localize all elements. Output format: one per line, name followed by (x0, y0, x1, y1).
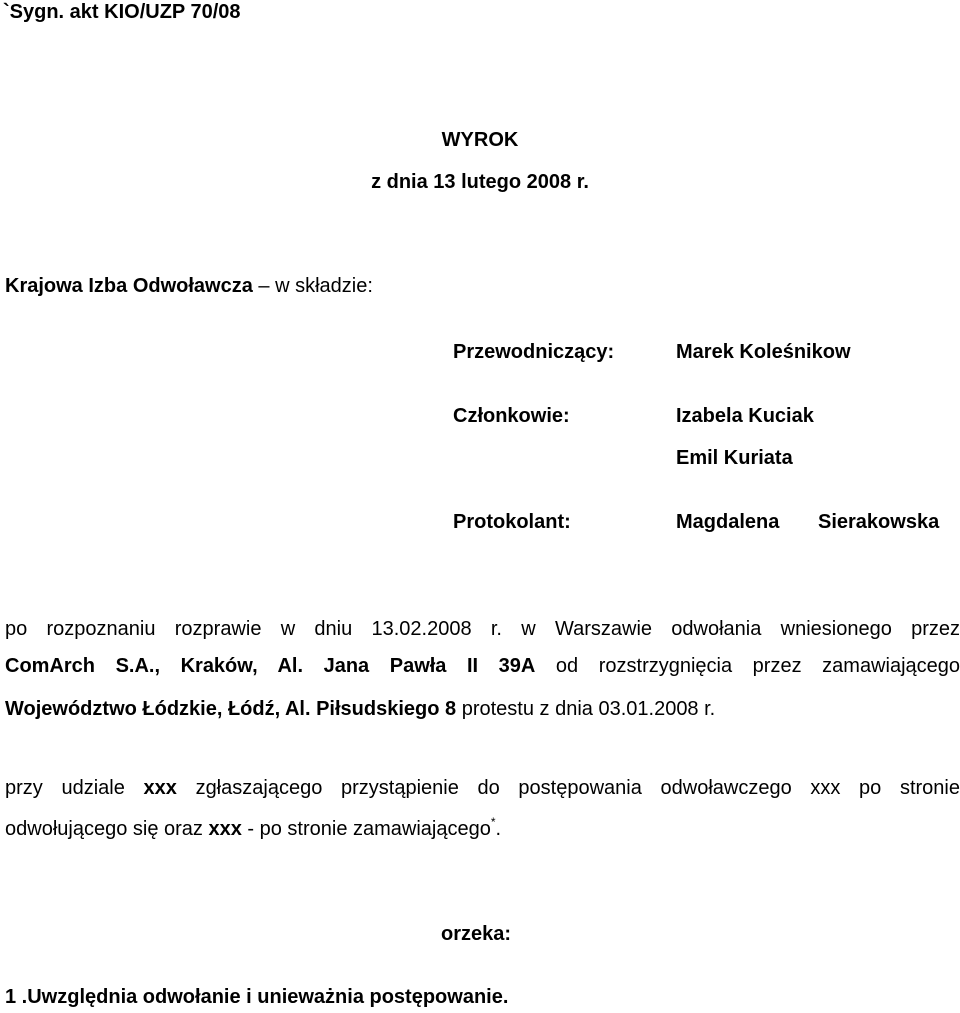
participation-text-2: odwołującego się oraz (5, 818, 209, 840)
appellant: ComArch S.A., Kraków, Al. Jana Pawła II 39A (5, 655, 536, 677)
clerk-label: Protokolant: (453, 511, 571, 533)
case-signature: `Sygn. akt KIO/UZP 70/08 (3, 1, 241, 23)
panel-intro-rest: – w składzie: (252, 275, 373, 297)
member-name-1: Izabela Kuciak (676, 405, 814, 427)
chair-name: Marek Koleśnikow (676, 341, 851, 363)
hearing-line-3-rest: protestu z dnia 03.01.2008 r. (456, 698, 716, 720)
hearing-line-2 (5, 654, 960, 678)
participation-text-2-rest: - po stronie zamawiającego (241, 818, 491, 840)
member-name-2: Emil Kuriata (676, 447, 793, 469)
participation-line-1 (5, 776, 960, 800)
clerk-last-name: Sierakowska (818, 511, 940, 533)
footnote-marker: * (490, 815, 496, 829)
contracting-authority: Województwo Łódzkie, Łódź, Al. Piłsudskiego 8 (5, 698, 457, 720)
document-title: WYROK (441, 129, 519, 151)
hearing-line-2-rest: od rozstrzygnięcia przez zamawiającego (535, 655, 960, 677)
participation-line-2 (5, 817, 501, 843)
document-date: z dnia 13 lutego 2008 r. (371, 171, 589, 193)
participant-placeholder-2: xxx (208, 818, 242, 840)
participant-placeholder: xxx (143, 777, 177, 799)
hearing-line-3 (5, 697, 715, 721)
ruling-item-1: 1 .Uwzględnia odwołanie i unieważnia postępowanie. (5, 986, 509, 1008)
clerk-first-name: Magdalena (676, 511, 780, 533)
chamber-name: Krajowa Izba Odwoławcza (5, 275, 253, 297)
participation-text: przy udziale (5, 777, 144, 799)
chair-label: Przewodniczący: (453, 341, 615, 363)
panel-intro (5, 274, 373, 298)
hearing-line-1: po rozpoznaniu rozprawie w dniu 13.02.2008 r. w Warszawie odwołania wniesionego przez (5, 618, 960, 640)
participation-text-rest: zgłaszającego przystąpienie do postępowania odwoławczego xxx po stronie (176, 777, 960, 799)
members-label: Członkowie: (453, 405, 570, 427)
ruling-heading: orzeka: (441, 923, 512, 945)
sentence-end: . (495, 818, 502, 840)
